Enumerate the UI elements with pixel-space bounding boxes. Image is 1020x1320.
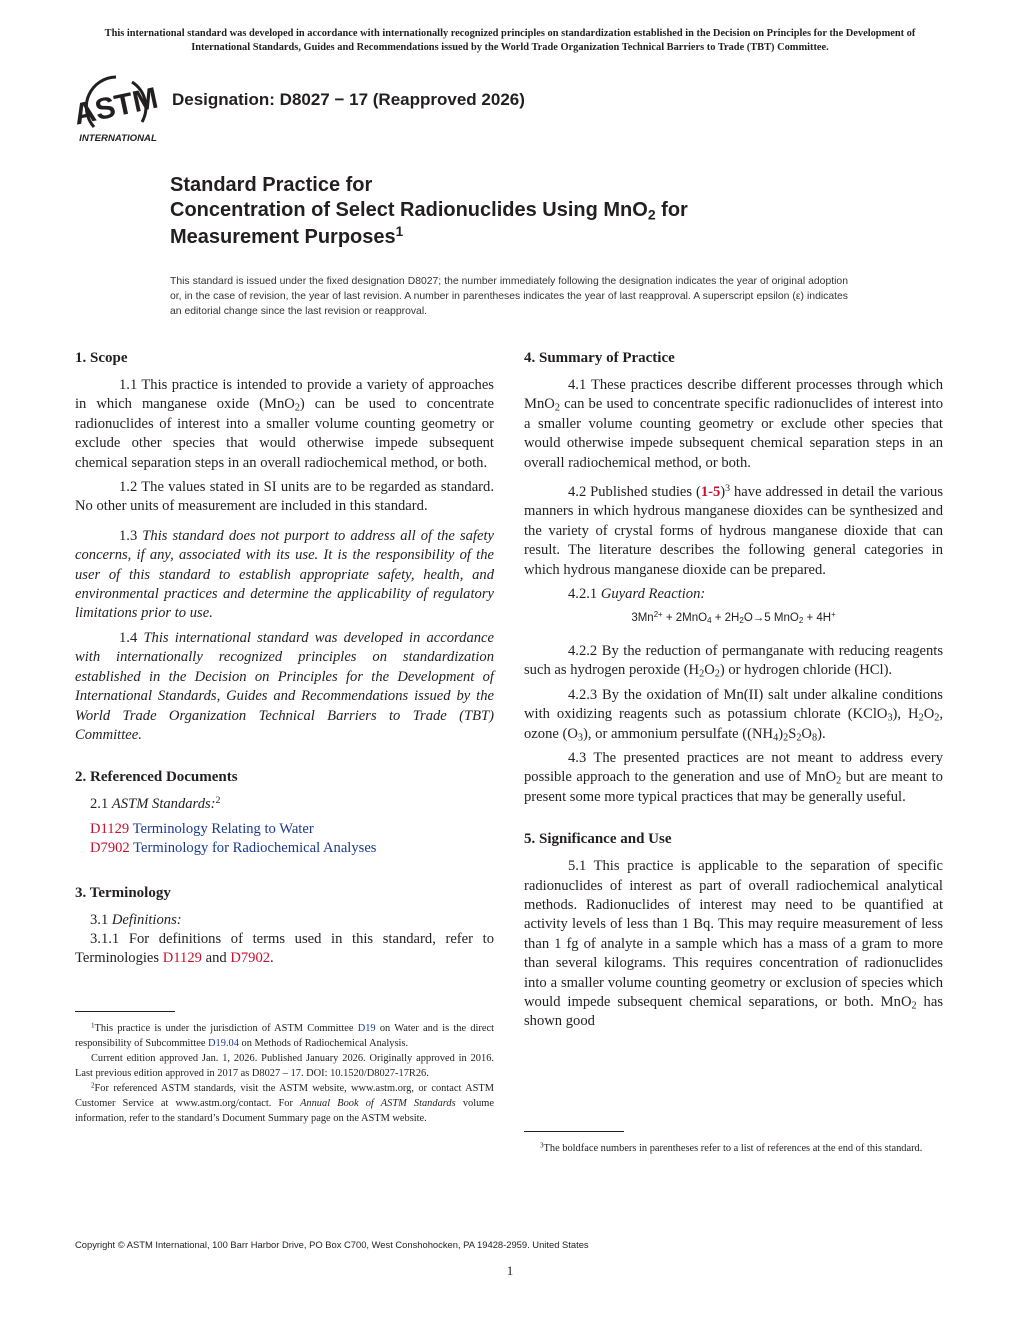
footnote-1-edition: Current edition approved Jan. 1, 2026. Published January 2026. Originally approved in 2016. Last previous edition approved in 2017 as D8027 – 17. DOI: 10.1520/D8027-17R26.: [75, 1053, 494, 1079]
astm-logo-icon: [72, 72, 162, 147]
para-1-1: 1.1 This practice is intended to provide a variety of approaches in which manganese oxide (MnO$_2$) can be used to concentrate radionuclides of interest into a smaller volume counting geometry or exclude other species that would otherwise impede subsequent chemical separation steps in an overall radiochemical method, or both.: [75, 377, 494, 471]
para-4-2-3: 4.2.3 By the oxidation of Mn(II) salt under alkaline conditions with oxidizing reagents such as potassium chlorate (KClO$_3$), $H_2O_2$, ozone $(O_3)$, or ammonium persulfate $((NH_4)_2S_2O_8)$.: [524, 686, 944, 744]
top-notice: This international standard was developed in accordance with internationally recognized principles on standardization established in the Decision on Principles for the Development of International Standards, Guides and Recommendations issued by the World Trade Organization Technical Barriers to Trade (TBT) Committee.: [104, 28, 916, 53]
title-line-1: Standard Practice for: [170, 174, 373, 196]
ref-link-1-5[interactable]: 1-5: [700, 484, 721, 501]
ref-d7902[interactable]: D7902 Terminology for Radiochemical Analyses: [90, 840, 377, 857]
footnote-2: $^2$For referenced ASTM standards, visit the ASTM website, www.astm.org, or contact ASTM Customer Service at www.astm.org/contact. For Annual Book of ASTM Standards volume information, refer to the standard’s Document Summary page on the ASTM website.: [75, 1081, 494, 1124]
guyard-equation: $3Mn^{2+} + 2MnO_4 + 2H_2O\to 5$ MnO$_2$ + 4H+: [631, 610, 836, 626]
copyright: Copyright © ASTM International, 100 Barr Harbor Drive, PO Box C700, West Conshohocken, PA 19428-2959. United States: [75, 1239, 589, 1250]
footnote-3: $^3$The boldface numbers in parentheses refer to a list of references at the end of this standard.: [540, 1141, 923, 1154]
para-5-1: 5.1 This practice is applicable to the separation of specific radionuclides of interest as part of overall radiochemical analytical methods. Radionuclides of interest may need to be quantified at activity levels of less than 1 Bq. This may require measurement of less than 1 fg of analyte in a sample which has a mass of a gram to more than several kilograms. This requires concentration of radionuclides into a smaller volume counting geometry or exclusion of species which would impede subsequent chemical separations, or both. MnO$_2$ has shown good: [524, 858, 943, 1030]
para-1-4: 1.4 This international standard was developed in accordance with internationally recognized principles on standardization established in the Decision on Principles for the Development of International Standards, Guides and Recommendations issued by the World Trade Organization Technical Barriers to Trade (TBT) Committee.: [75, 629, 495, 743]
left-column: [75, 348, 494, 986]
para-1-3: 1.3 This standard does not purport to address all of the safety concerns, if any, associated with its use. It is the responsibility of the user of this standard to establish appropriate safety, health, and environmental practices and determine the applicability of regulatory limitations prior to use.: [75, 527, 494, 622]
link-d19-04[interactable]: D19.04: [208, 1038, 239, 1049]
footnote-rule-left: [75, 1011, 175, 1012]
designation: Designation: D8027 − 17 (Reapproved 2026): [172, 90, 525, 109]
standard-note: This standard is issued under the fixed designation D8027; the number immediately following the designation indicates the year of original adoption or, in the case of revision, the year of last revision. A number in parentheses indicates the year of last reapproval. A superscript epsilon (ε) indicates an editorial change since the last revision or reapproval.: [170, 276, 848, 317]
link-d19[interactable]: D19: [357, 1023, 376, 1034]
footnotes-right: [524, 1141, 943, 1156]
para-4-2-2: 4.2.2 By the reduction of permanganate with reducing reagents such as hydrogen peroxide $(H_2O_2)$ or hydrogen chloride (HCl).: [524, 642, 943, 680]
astm-logo: [72, 72, 162, 147]
title-line-3: Measurement Purposes$^1$: [170, 224, 404, 248]
footnotes-left: [75, 1021, 494, 1126]
referenced-heading: 2. Referenced Documents: [75, 769, 238, 786]
footnote-1: $^1$This practice is under the jurisdiction of ASTM Committee D19 on Water and is the direct responsibility of Subcommittee D19.04 on Methods of Radiochemical Analysis.: [75, 1021, 494, 1049]
para-2-1: 2.1 ASTM Standards:$^2$: [90, 795, 221, 813]
section-scope: [75, 348, 494, 745]
link-d1129[interactable]: D1129: [162, 950, 202, 967]
para-4-2: 4.2 Published studies $(1-5)^3$ have addressed in detail the various manners in which hydrous manganese dioxides can be synthesized and the variety of crystal forms of hydrous manganese dioxide that can result. The literature describes the following general categories in which hydrous manganese dioxide can be prepared.: [524, 483, 943, 578]
page-number: 1: [506, 1263, 514, 1278]
para-3-1-1: 3.1.1 For definitions of terms used in this standard, refer to Terminologies D1129 and D7902.: [75, 930, 494, 967]
title-line-2: Concentration of Select Radionuclides Using MnO$_2$ for: [170, 199, 688, 223]
link-d7902[interactable]: D7902: [230, 950, 271, 967]
terminology-heading: 3. Terminology: [75, 884, 171, 901]
right-column: [524, 348, 943, 1049]
title-block: [170, 173, 890, 251]
ref-d1129[interactable]: D1129 Terminology Relating to Water: [90, 820, 314, 837]
section-summary: [524, 348, 943, 807]
section-terminology: [75, 883, 494, 969]
footnote-rule-right: [524, 1131, 624, 1132]
scope-heading: 1. Scope: [75, 350, 128, 366]
para-4-3: 4.3 The presented practices are not meant to address every possible approach to the generation and use of MnO$_2$ but are meant to present some more typical practices that may be generally useful.: [524, 749, 943, 805]
logo-subtitle: INTERNATIONAL: [79, 133, 157, 144]
para-4-2-1: 4.2.1 Guyard Reaction:: [568, 586, 706, 603]
logo-wordmark: ASTM: [72, 81, 161, 132]
summary-heading: 4. Summary of Practice: [524, 350, 675, 366]
para-3-1: 3.1 Definitions:: [90, 911, 182, 928]
section-significance: [524, 829, 943, 1032]
para-4-1: 4.1 These practices describe different processes through which MnO$_2$ can be used to concentrate specific radionuclides of interest into a smaller volume counting geometry or exclude other species that would otherwise impede subsequent chemical separation steps in an overall radiochemical method, or both.: [524, 377, 943, 471]
significance-heading: 5. Significance and Use: [524, 831, 672, 848]
section-referenced-documents: [75, 767, 494, 858]
para-1-2: 1.2 The values stated in SI units are to be regarded as standard. No other units of measurement are included in this standard.: [75, 479, 494, 515]
